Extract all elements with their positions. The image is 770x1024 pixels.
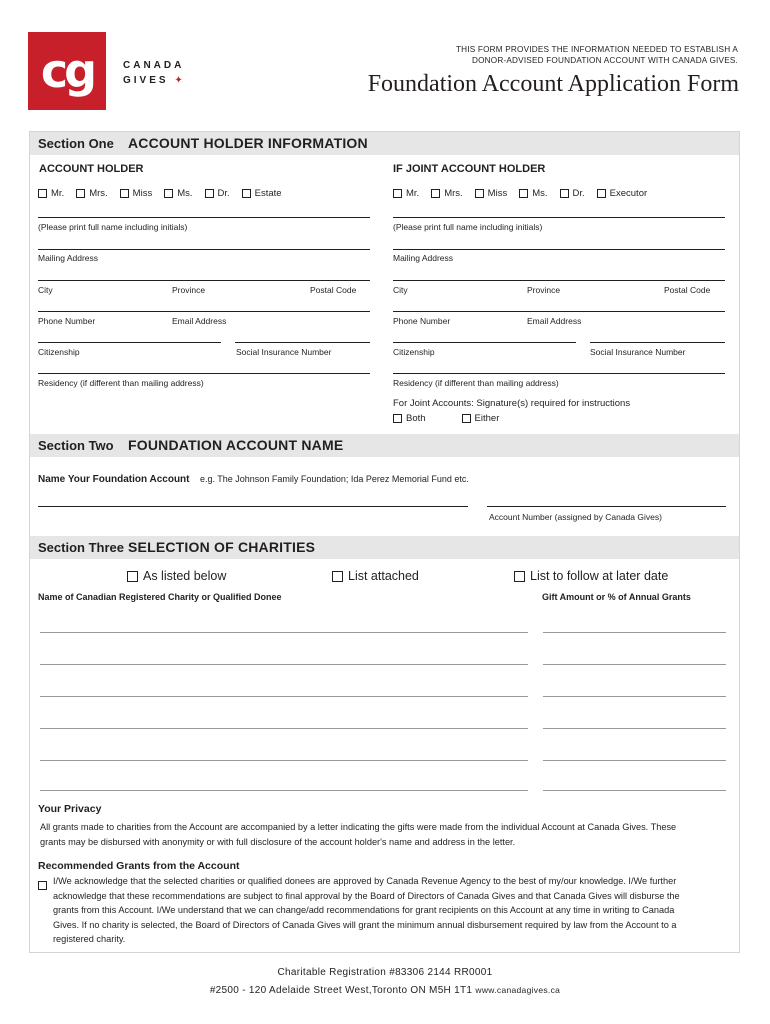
salutation-label: Mrs. [89,188,108,199]
maple-leaf-icon: ✦ [174,75,183,86]
joint-city-province-postal-field[interactable] [393,280,725,281]
checkbox-icon [38,881,47,890]
intro-text [408,44,738,66]
salutation-label: Ms. [532,188,548,199]
privacy-line2: grants may be disbursed with anonymity or with full disclosure of the account holder's name and address in the letter. [40,836,516,847]
joint-postal-code-label: Postal Code [664,285,711,295]
joint-signature-options [393,413,511,424]
joint-full-name-field[interactable] [393,217,725,218]
recommended-text [53,874,738,947]
checkbox-icon [120,189,129,198]
charity-column-header: Name of Canadian Registered Charity or Qualified Donee [38,592,282,602]
joint-residency-label: Residency (if different than mailing address) [393,378,559,388]
brand-line1: CANADA [123,60,185,71]
joint-signature-note: For Joint Accounts: Signature(s) required for instructions [393,398,631,409]
option-list-later-label: List to follow at later date [530,569,669,583]
salutation-label: Miss [487,188,508,199]
footer-address-row [0,985,770,996]
charity-line[interactable] [40,790,528,791]
section-two-title: FOUNDATION ACCOUNT NAME [128,437,344,453]
acknowledge-checkbox[interactable] [38,877,51,895]
joint-salutation-mrs[interactable] [431,188,462,199]
recommended-line4: Gives. If no charity is selected, the Board of Directors of Canada Gives will grant the minimum annual disbursement required by law from the Account to a [53,919,677,930]
mailing-address-label: Mailing Address [38,253,99,263]
section-three-title: SELECTION OF CHARITIES [128,539,316,555]
joint-sin-label: Social Insurance Number [590,347,686,357]
section-three-number: Section Three [38,540,124,555]
signature-either-label: Either [474,413,500,424]
gift-column-header: Gift Amount or % of Annual Grants [542,592,691,602]
recommended-heading: Recommended Grants from the Account [38,860,240,872]
city-label: City [38,285,53,295]
salutation-label: Dr. [572,188,585,199]
checkbox-icon [519,189,528,198]
privacy-line1: All grants made to charities from the Account are accompanied by a letter indicating the gifts were made from the individual Account at Canada Gives. These [40,822,677,832]
foundation-name-label: Name Your Foundation Account [38,474,190,485]
charity-line[interactable] [40,728,528,729]
salutation-label: Mrs. [444,188,463,199]
option-as-listed-below[interactable] [127,569,226,583]
foundation-name-row [38,469,469,487]
joint-holder-salutations [393,188,659,199]
joint-salutation-mr[interactable] [393,188,419,199]
joint-full-name-label: (Please print full name including initials) [393,222,543,232]
charity-line[interactable] [40,760,528,761]
salutation-miss[interactable] [120,188,153,199]
salutation-mr[interactable] [38,188,64,199]
phone-email-field[interactable] [38,311,370,312]
checkbox-icon [393,189,402,198]
charity-line[interactable] [40,632,528,633]
salutation-mrs[interactable] [76,188,107,199]
citizenship-label: Citizenship [38,347,80,357]
sin-label: Social Insurance Number [236,347,332,357]
privacy-heading: Your Privacy [38,803,102,815]
joint-email-label: Email Address [527,316,582,326]
mailing-address-field[interactable] [38,249,370,250]
joint-citizenship-field[interactable] [393,342,576,343]
postal-code-label: Postal Code [310,285,357,295]
option-list-attached-label: List attached [348,569,419,583]
page-title: Foundation Account Application Form [367,71,739,97]
salutation-dr[interactable] [205,188,230,199]
brand-line2: GIVES [123,75,169,86]
residency-field[interactable] [38,373,370,374]
section-one-title: ACCOUNT HOLDER INFORMATION [128,135,368,151]
checkbox-icon [127,571,138,582]
city-province-postal-field[interactable] [38,280,370,281]
joint-residency-field[interactable] [393,373,725,374]
gift-line[interactable] [543,664,726,665]
residency-label: Residency (if different than mailing address) [38,378,204,388]
option-as-listed-label: As listed below [143,569,227,583]
checkbox-icon [242,189,251,198]
recommended-line1: I/We acknowledge that the selected charities or qualified donees are approved by Canada Revenue Agency to the best of my/our knowledge. I/We further [53,876,677,886]
joint-city-label: City [393,285,408,295]
signature-both-option[interactable] [393,413,426,424]
account-number-field[interactable] [487,506,726,507]
recommended-line5: registered charity. [53,934,126,944]
checkbox-icon [514,571,525,582]
citizenship-field[interactable] [38,342,221,343]
section-two-header [30,434,739,457]
charity-line[interactable] [40,696,528,697]
gift-line[interactable] [543,632,726,633]
joint-phone-label: Phone Number [393,316,451,326]
checkbox-icon [560,189,569,198]
intro-line1: THIS FORM PROVIDES THE INFORMATION NEEDED TO ESTABLISH A [455,45,738,54]
joint-province-label: Province [527,285,561,295]
account-holder-salutations [38,188,294,199]
checkbox-icon [205,189,214,198]
joint-salutation-executor[interactable] [597,188,648,199]
email-label: Email Address [172,316,227,326]
salutation-ms[interactable] [164,188,192,199]
joint-citizenship-label: Citizenship [393,347,435,357]
checkbox-icon [76,189,85,198]
joint-salutation-dr[interactable] [560,188,585,199]
privacy-text [40,820,735,849]
foundation-name-example: e.g. The Johnson Family Foundation; Ida Perez Memorial Fund etc. [199,474,469,484]
checkbox-icon [393,414,402,423]
section-two-number: Section Two [38,438,114,453]
full-name-label: (Please print full name including initials) [38,222,188,232]
salutation-label: Miss [132,188,153,199]
charitable-registration: Charitable Registration #83306 2144 RR0001 [277,967,493,978]
full-name-field[interactable] [38,217,370,218]
salutation-estate[interactable] [242,188,282,199]
checkbox-icon [475,189,484,198]
gift-line[interactable] [543,760,726,761]
logo-glyph: cg [40,44,94,98]
checkbox-icon [462,414,471,423]
gift-line[interactable] [543,728,726,729]
salutation-label: Ms. [177,188,193,199]
intro-line2: DONOR-ADVISED FOUNDATION ACCOUNT WITH CANADA GIVES. [471,56,738,65]
checkbox-icon [164,189,173,198]
account-holder-heading: ACCOUNT HOLDER [39,163,144,175]
phone-label: Phone Number [38,316,96,326]
account-number-label: Account Number (assigned by Canada Gives) [489,512,662,522]
option-list-attached[interactable] [332,569,419,583]
joint-phone-email-field[interactable] [393,311,725,312]
footer-website[interactable]: www.canadagives.ca [475,985,561,995]
province-label: Province [172,285,206,295]
checkbox-icon [431,189,440,198]
brand-name [123,58,184,88]
salutation-label: Dr. [217,188,230,199]
salutation-label: Executor [609,188,648,199]
option-list-later[interactable] [514,569,668,583]
charity-line[interactable] [40,664,528,665]
checkbox-icon [38,189,47,198]
canada-gives-logo [28,32,106,110]
joint-sin-field[interactable] [590,342,725,343]
section-one-number: Section One [38,136,114,151]
salutation-label: Mr. [406,188,420,199]
joint-salutation-miss[interactable] [475,188,508,199]
joint-mailing-address-label: Mailing Address [393,253,454,263]
gift-line[interactable] [543,696,726,697]
salutation-label: Mr. [51,188,65,199]
joint-mailing-address-field[interactable] [393,249,725,250]
recommended-line2: acknowledge that these recommendations are subject to final approval by the Board of Directors of Canada Gives and that Canada Gives will disburse the [53,890,680,901]
footer-address: #2500 - 120 Adelaide Street West,Toronto ON M5H 1T1 [209,985,473,996]
checkbox-icon [332,571,343,582]
gift-line[interactable] [543,790,726,791]
salutation-label: Estate [254,188,282,199]
signature-both-label: Both [406,413,426,424]
sin-field[interactable] [235,342,370,343]
recommended-line3: grants from this Account. I/We understand that we can change/add recommendations for grant recipients on this Account at any time in writing to Canada [53,905,675,915]
section-one-header [30,132,739,155]
section-three-header [30,536,739,559]
signature-either-option[interactable] [462,413,500,424]
joint-holder-heading: IF JOINT ACCOUNT HOLDER [393,163,546,175]
joint-salutation-ms[interactable] [519,188,547,199]
checkbox-icon [597,189,606,198]
foundation-name-field[interactable] [38,506,468,507]
